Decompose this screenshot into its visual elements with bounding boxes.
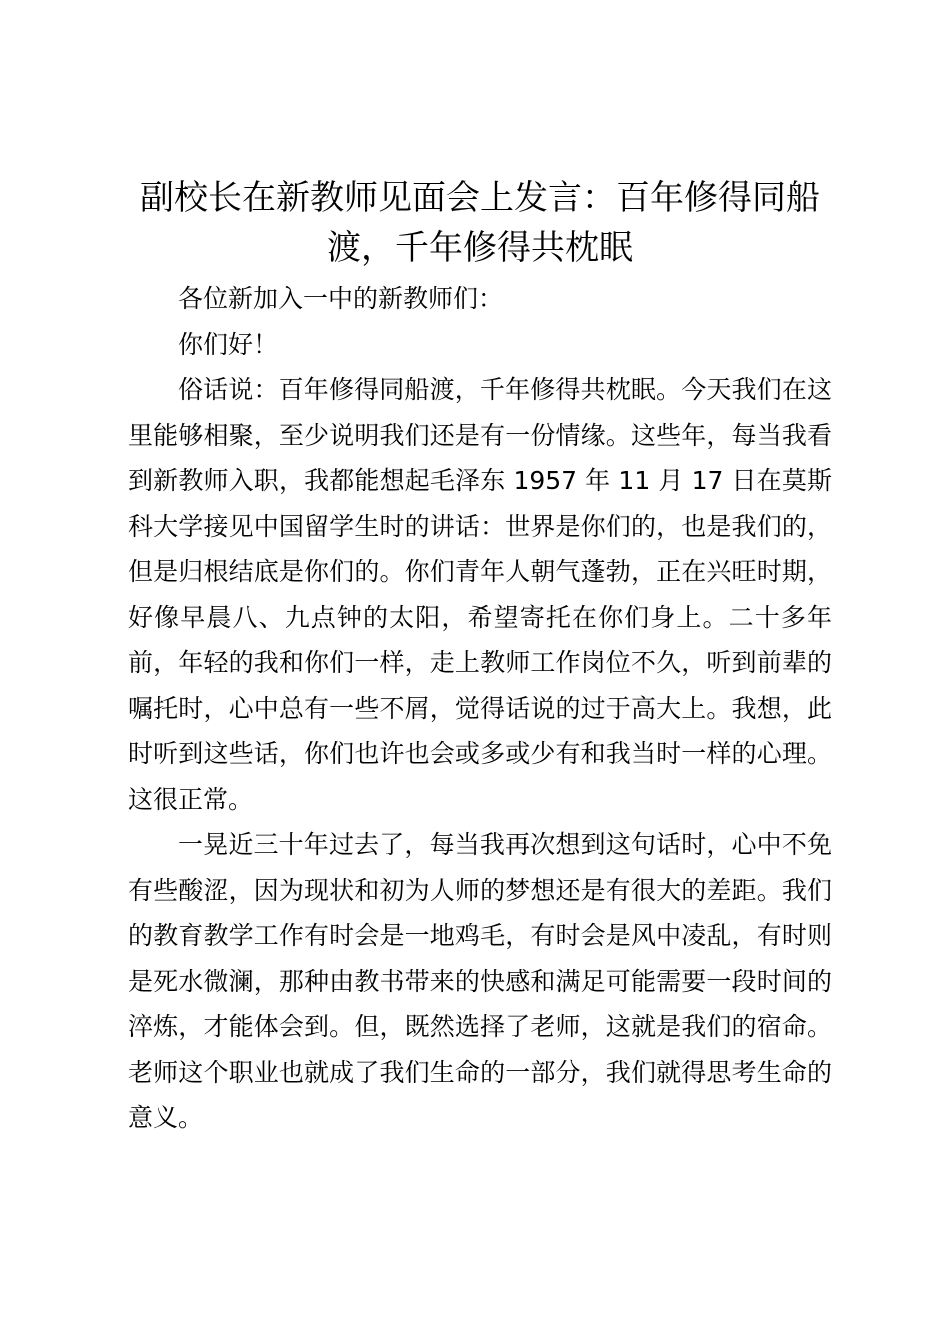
document-title-line-2: 渡，千年修得共枕眠 [327,228,633,268]
document-title [128,173,832,273]
body-paragraph-1: 俗话说：百年修得同船渡，千年修得共枕眠。今天我们在这里能够相聚，至少说明我们还是有一份情缘。这些年，每当我看到新教师入职，我都能想起毛泽东 1957 年 11 月 17 日在莫斯科大学接见中国留学生时的讲话：世界是你们的，也是我们的，但是归根结底是你们的。你们青年人朝气蓬勃，正在兴旺时期，好像早晨八、九点钟的太阳，希望寄托在你们身上。二十多年前，年轻的我和你们一样，走上教师工作岗位不久，听到前辈的嘱托时，心中总有一些不屑，觉得话说的过于高大上。我想，此时听到这些话，你们也许也会或多或少有和我当时一样的心理。这很正常。 [128,375,832,814]
greeting-paragraph: 你们好！ [178,329,279,359]
document-body [128,276,832,1141]
document-page [128,173,832,1141]
salutation-paragraph: 各位新加入一中的新教师们： [178,284,504,313]
body-paragraph-2: 一晃近三十年过去了，每当我再次想到这句话时，心中不免有些酸涩，因为现状和初为人师的梦想还是有很大的差距。我们的教育教学工作有时会是一地鸡毛，有时会是风中凌乱，有时则是死水微澜，那种由教书带来的快感和满足可能需要一段时间的淬炼，才能体会到。但，既然选择了老师，这就是我们的宿命。老师这个职业也就成了我们生命的一部分，我们就得思考生命的意义。 [128,830,832,1132]
document-title-line-1: 副校长在新教师见面会上发言：百年修得同船 [140,178,820,218]
